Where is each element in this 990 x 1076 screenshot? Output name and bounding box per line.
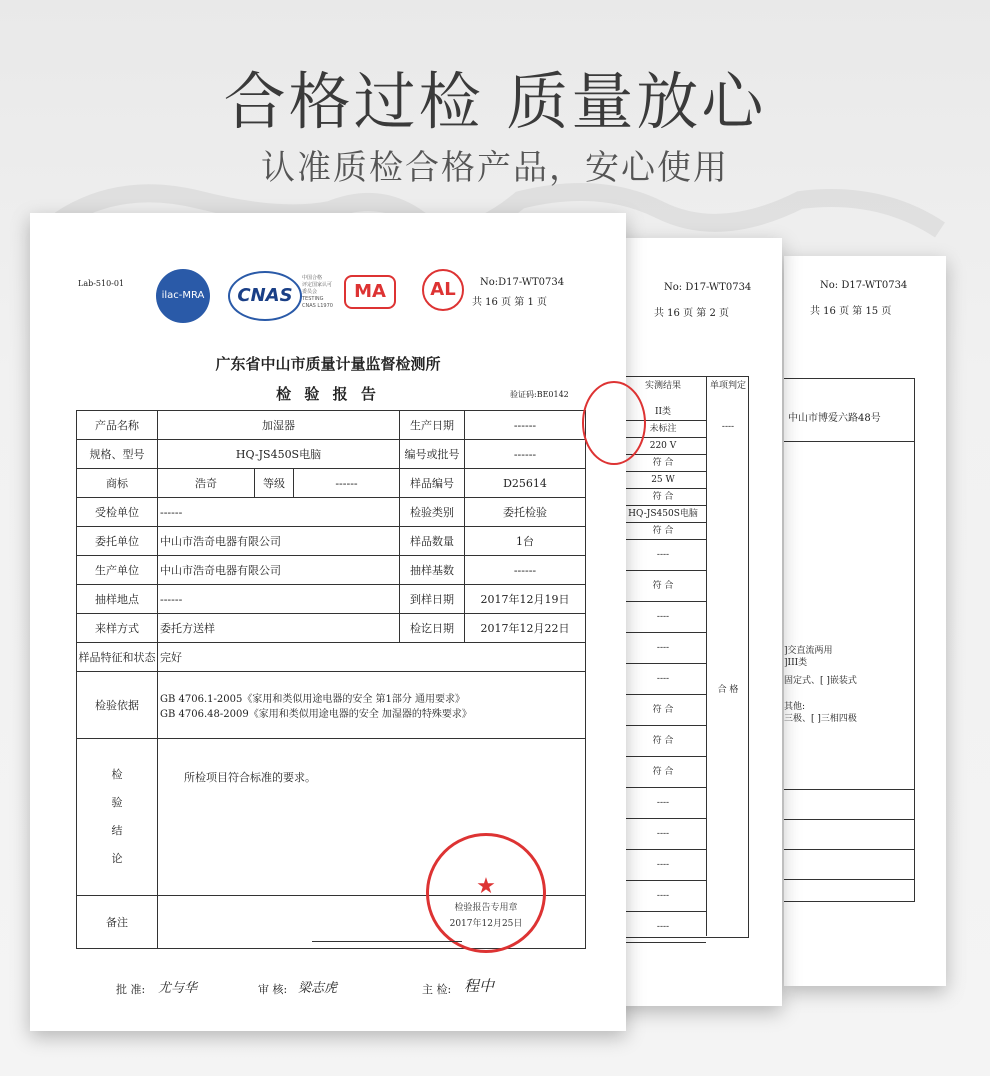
result-cell: ---- [620,850,706,881]
option-line: ]III类 [784,658,808,668]
review-label: 审 核: [258,983,288,996]
official-stamp: ★ 检验报告专用章 2017年12月25日 [426,833,546,953]
institution-name: 广东省中山市质量计量监督检测所 [215,355,441,373]
main-check-label: 主 检: [422,983,452,996]
page-info: 共 16 页 第 2 页 [654,308,729,319]
report-number: No:D17-WT0734 [480,277,565,288]
result-table [784,378,915,902]
report-page-15 [784,256,946,986]
result-cell: 符 合 [620,695,706,726]
option-line: 其他: [784,702,806,712]
page-info: 共 16 页 第 1 页 [472,297,547,308]
judge-value: 合 格 [717,685,739,695]
result-cell: ---- [620,602,706,633]
cnas-note: 中国合格 评定国家认可 委员会 TESTING CNAS L1970 [302,275,333,309]
report-number: No: D17-WT0734 [664,282,752,293]
ilac-mra-logo: ilac-MRA [156,269,210,323]
verify-code: 验证码:BE0142 [510,390,569,399]
judge-value: ---- [721,422,735,432]
result-cell: 符 合 [620,571,706,602]
result-cell: ---- [620,540,706,571]
result-cell: ---- [620,788,706,819]
result-cell: ---- [620,912,706,943]
report-number: No: D17-WT0734 [820,280,908,291]
option-line: ]交直流两用 [784,646,833,656]
result-cell: HQ-JS450S电脑 [620,506,706,523]
col-judge-header: 单项判定 [710,381,747,391]
review-signature: 梁志虎 [298,981,338,996]
address-text: 中山市博爱六路48号 [788,413,881,424]
page-title: 合格过检 质量放心 [223,65,767,138]
approve-signature: 尤与华 [158,981,198,996]
cal-logo: AL [422,269,464,311]
report-form: 产品名称 加湿器 生产日期 ------ 规格、型号 HQ-JS450S电脑 编号或批号 ------ 商标 浩奇 等级 ------ 样品编号 D25614 受检单位 ------ 检验类别 委托检验 委托单位 中山市浩奇电器有限公司 样品数量 1台 生产单位 中山市浩奇电器有限公司 抽样基数 ------ 抽样地点 ------ 到样日期 2017年12月19日 来样方式 委托方送样 检讫日期 2017年12月22日 样品特征和状态 完好 检验依据 GB 4706.1-2005《家用和类似用途电器的安全 第1部分 通用要求》 GB 4706.48-2009《家用和类似用途电器的安全 加湿器的特殊要求》 检 验 结 论 所检项目符合标准的要求。 备注 [76,410,586,949]
page-info: 共 16 页 第 15 页 [810,306,892,317]
report-title: 检 验 报 告 [276,385,380,403]
result-cell: ---- [620,819,706,850]
result-cell: 符 合 [620,489,706,506]
result-cell: ---- [620,881,706,912]
result-cell: II类 [620,404,706,421]
main-check-signature: 程中 [464,977,495,995]
approve-label: 批 准: [116,983,146,996]
result-cell: 25 W [620,472,706,489]
result-cell: 符 合 [620,757,706,788]
result-cell: 符 合 [620,726,706,757]
cnas-logo: CNAS [228,271,302,321]
report-page-1 [30,213,626,1031]
edge-stamp [582,381,646,465]
lab-code: Lab-510-01 [78,279,125,288]
page-subtitle: 认准质检合格产品，安心使用 [261,148,729,188]
result-cell: 符 合 [620,523,706,540]
option-line: 三极、[ ]三相四极 [784,714,857,724]
cma-logo: MA [344,275,396,309]
col-result-header: 实测结果 [644,381,681,391]
result-cell: 符 合 [620,455,706,472]
option-line: 固定式、[ ]嵌装式 [784,676,857,686]
result-cell: ---- [620,633,706,664]
result-cell: 220 V [620,438,706,455]
result-cell: 未标注 [620,421,706,438]
result-cell: ---- [620,664,706,695]
report-page-2 [614,238,782,1006]
